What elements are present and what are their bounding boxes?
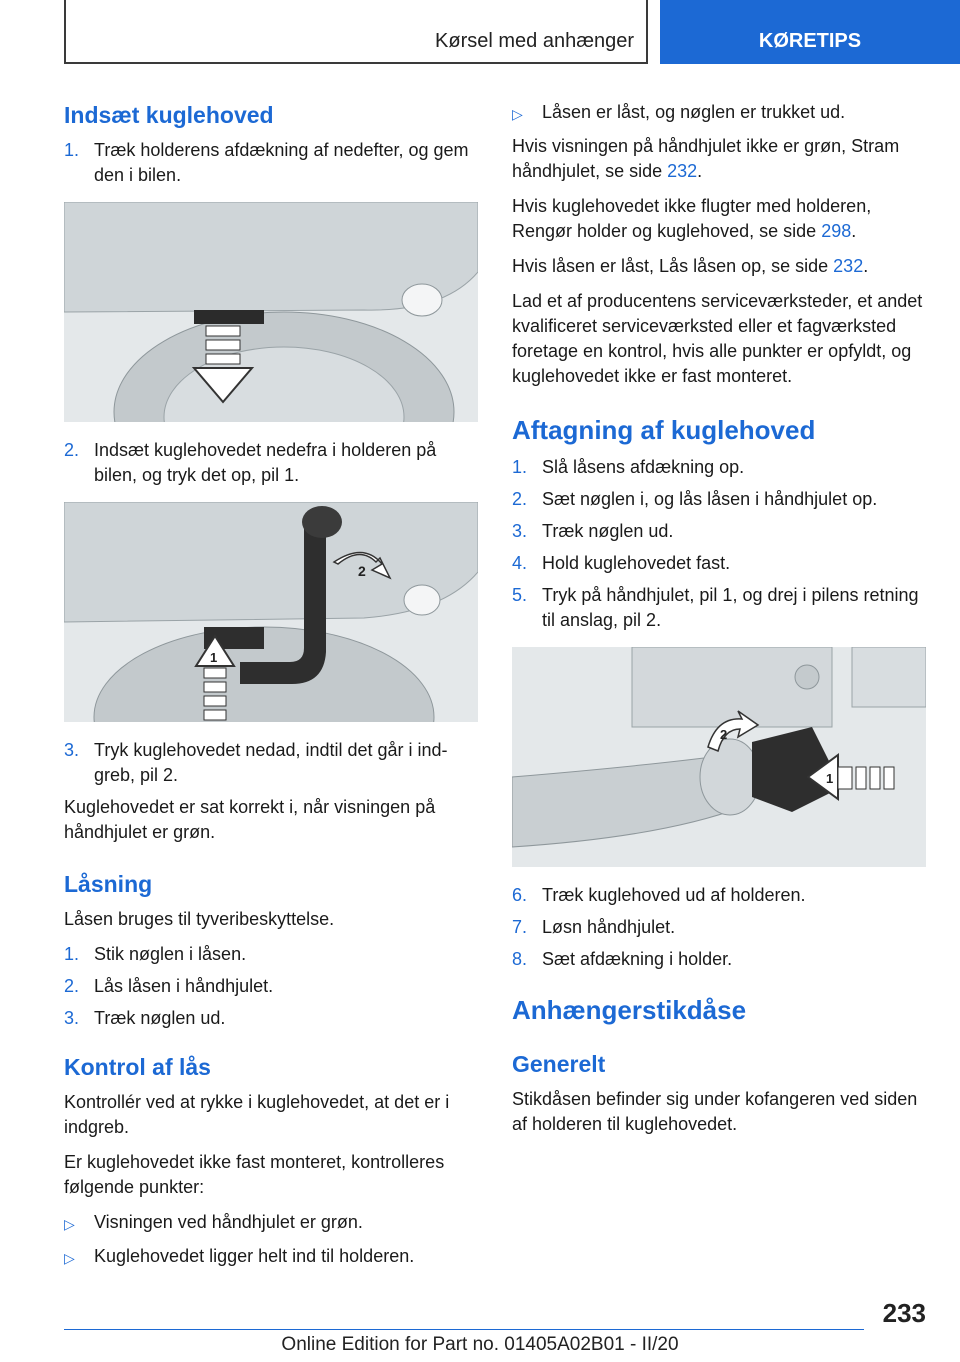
figure-handwheel — [512, 647, 926, 867]
heading-check-lock: Kontrol af lås — [64, 1054, 211, 1080]
list-item: 1. Slå låsens afdækning op. — [512, 457, 745, 477]
header-section-box — [64, 0, 648, 64]
paragraph-check-locked: Hvis låsen er låst, Lås låsen op, se side 232. — [512, 256, 869, 276]
insert-note: Kuglehovedet er sat korrekt i, når visningen på håndhjulet er grøn. — [64, 797, 436, 842]
heading-general: Generelt — [512, 1051, 606, 1077]
left-column — [64, 100, 476, 1278]
general-paragraph: Stikdåsen befinder sig under kofangeren ved siden af holderen til kuglehovedet. — [512, 1089, 918, 1134]
list-item: 8. Sæt afdækning i holder. — [512, 949, 733, 969]
figure-insert-ball-head — [64, 502, 478, 722]
svg-text:2: 2 — [720, 727, 728, 742]
heading-lock: Låsning — [64, 871, 153, 897]
list-item: 3. Træk nøglen ud. — [512, 521, 674, 541]
list-item: 2. Indsæt kuglehovedet nedefra i holderen på bilen, og tryk det op, pil 1. — [64, 440, 437, 485]
svg-text:1: 1 — [826, 771, 834, 786]
svg-text:1: 1 — [210, 650, 218, 665]
page-link[interactable]: 298 — [821, 221, 852, 241]
heading-remove: Aftagning af kuglehoved — [512, 415, 816, 445]
list-item: 7. Løsn håndhjulet. — [512, 917, 676, 937]
page-link[interactable]: 232 — [833, 256, 864, 276]
list-item: ▷ Visningen ved håndhjulet er grøn. — [64, 1210, 476, 1237]
figure-remove-cover — [64, 202, 478, 422]
paragraph-check-flush: Hvis kuglehovedet ikke flugter med holderen, Rengør holder og kuglehoved, se side 298. — [512, 196, 872, 241]
paragraph-check-green: Hvis visningen på håndhjulet ikke er grøn, Stram håndhjulet, se side 232. — [512, 136, 900, 181]
heading-insert: Indsæt kuglehoved — [64, 102, 274, 128]
paragraph-service: Lad et af producentens serviceværksteder, et andet kvalificeret serviceværksted eller et fagværksted foretage en kontrol, hvis alle punkter er opfyldt, og kuglehovedet ikke er fast monteret. — [512, 291, 923, 386]
footer-edition: Online Edition for Part no. 01405A02B01 - II/20 — [281, 1334, 679, 1355]
triangle-bullet-icon: ▷ — [64, 1216, 75, 1232]
check-paragraph-1: Kontrollér ved at rykke i kuglehovedet, at det er i indgreb. — [64, 1092, 450, 1137]
list-item: 5. Tryk på håndhjulet, pil 1, og drej i pilens retning til anslag, pil 2. — [512, 585, 919, 630]
triangle-bullet-icon: ▷ — [64, 1250, 75, 1266]
lock-intro: Låsen bruges til tyveribeskyttelse. — [64, 909, 335, 929]
list-item: 3. Tryk kuglehovedet nedad, indtil det går i indgreb, pil 2. — [64, 740, 448, 785]
list-item: ▷ Låsen er låst, og nøglen er trukket ud. — [512, 100, 926, 127]
header-chapter-tab[interactable]: KØRETIPS — [660, 0, 960, 64]
heading-trailer-socket: Anhængerstikdåse — [512, 995, 747, 1025]
list-item: 6. Træk kuglehoved ud af holderen. — [512, 885, 806, 905]
svg-text:2: 2 — [358, 563, 366, 579]
footer-divider — [64, 1329, 864, 1330]
list-item: 2. Sæt nøglen i, og lås låsen i håndhjulet op. — [512, 489, 878, 509]
list-item: 2. Lås låsen i håndhjulet. — [64, 976, 274, 996]
list-item: 3. Træk nøglen ud. — [64, 1008, 226, 1028]
check-paragraph-2: Er kuglehovedet ikke fast monteret, kontrolleres følgende punkter: — [64, 1152, 445, 1197]
header-section-title: Kørsel med anhænger — [435, 30, 634, 52]
list-item: 4. Hold kuglehovedet fast. — [512, 553, 731, 573]
list-item: 1. Stik nøglen i låsen. — [64, 944, 247, 964]
list-item: 1. Træk holderens afdækning af nedefter, og gem den i bilen. — [64, 140, 469, 185]
list-item: ▷ Kuglehovedet ligger helt ind til holderen. — [64, 1244, 476, 1271]
right-column — [512, 100, 926, 1147]
page-link[interactable]: 232 — [667, 161, 698, 181]
triangle-bullet-icon: ▷ — [512, 106, 523, 122]
page-number: 233 — [882, 1298, 926, 1328]
